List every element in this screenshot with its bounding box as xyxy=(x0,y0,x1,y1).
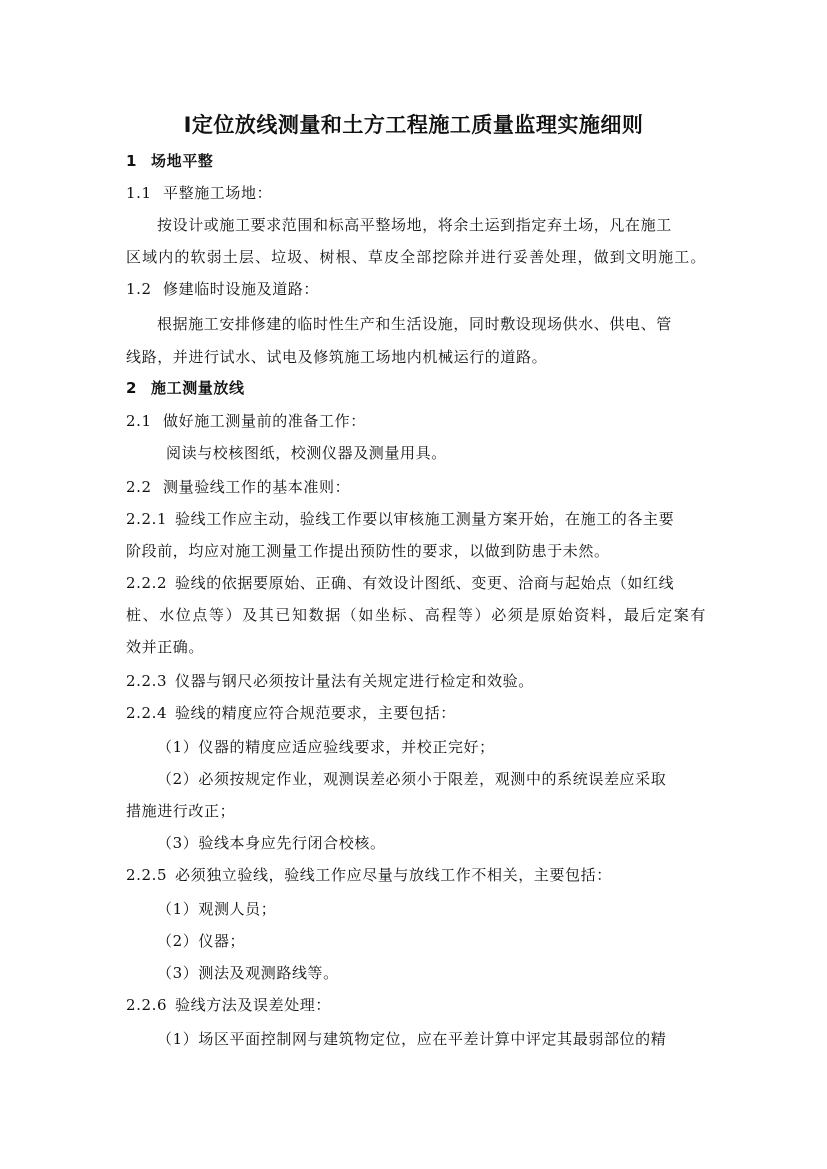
section-title: 施工测量放线 xyxy=(151,379,245,397)
section-2-heading xyxy=(126,377,706,399)
clause-number: 2.2.2 xyxy=(126,574,168,592)
clause-number: 2.2.4 xyxy=(126,704,168,722)
clause-text: 验线的精度应符合规范要求，主要包括： xyxy=(175,704,456,722)
section-1-heading xyxy=(126,150,706,172)
clause-text: 必须独立验线，验线工作应尽量与放线工作不相关，主要包括： xyxy=(175,866,612,884)
clause-2-2-2 xyxy=(126,572,706,594)
section-1-1-heading xyxy=(126,182,706,204)
clause-2-2-3 xyxy=(126,670,706,692)
paragraph-line: 区域内的软弱土层、垃圾、树根、草皮全部挖除并进行妥善处理，做到文明施工。 xyxy=(126,248,706,266)
section-number: 2.2 xyxy=(126,478,152,496)
paragraph-line: 阶段前，均应对施工测量工作提出预防性的要求，以做到防患于未然。 xyxy=(126,542,610,560)
section-2-1-heading xyxy=(126,410,706,432)
section-number: 1 xyxy=(126,152,138,170)
section-title: 平整施工场地： xyxy=(163,184,273,202)
clause-text: 仪器与钢尺必须按计量法有关规定进行检定和效验。 xyxy=(175,672,534,690)
paragraph-line: 效并正确。 xyxy=(126,638,205,656)
clause-number: 2.2.1 xyxy=(126,510,168,528)
paragraph-line: 桩、水位点等）及其已知数据（如坐标、高程等）必须是原始资料，最后定案有 xyxy=(126,606,706,624)
section-number: 2 xyxy=(126,379,138,397)
section-1-2-heading xyxy=(126,278,706,300)
document-title: Ⅰ定位放线测量和土方工程施工质量监理实施细则 xyxy=(183,113,644,137)
list-item: （2）仪器； xyxy=(157,932,246,950)
paragraph-line: 按设计或施工要求范围和标高平整场地，将余土运到指定弃土场，凡在施工 xyxy=(157,216,672,234)
list-item: （3）验线本身应先行闭合校核。 xyxy=(157,834,386,852)
clause-number: 2.2.5 xyxy=(126,866,168,884)
clause-text: 验线方法及误差处理： xyxy=(175,996,332,1014)
clause-2-2-4 xyxy=(126,702,706,724)
section-title: 做好施工测量前的准备工作： xyxy=(163,412,366,430)
list-item: （1）观测人员； xyxy=(157,900,277,918)
clause-text: 验线工作应主动，验线工作要以审核施工测量方案开始，在施工的各主要 xyxy=(175,510,675,528)
paragraph-line: 线路，并进行试水、试电及修筑施工场地内机械运行的道路。 xyxy=(126,348,548,366)
clause-2-2-6 xyxy=(126,994,706,1016)
clause-2-2-5 xyxy=(126,864,706,886)
clause-2-2-1 xyxy=(126,508,706,530)
list-item: （1）场区平面控制网与建筑物定位，应在平差计算中评定其最弱部位的精 xyxy=(157,1030,667,1048)
section-title: 测量验线工作的基本准则： xyxy=(163,478,351,496)
list-item: （3）测法及观测路线等。 xyxy=(157,964,339,982)
clause-number: 2.2.3 xyxy=(126,672,168,690)
section-2-2-heading xyxy=(126,476,706,498)
clause-text: 验线的依据要原始、正确、有效设计图纸、变更、洽商与起始点（如红线 xyxy=(175,574,675,592)
section-title: 场地平整 xyxy=(151,152,214,170)
clause-number: 2.2.6 xyxy=(126,996,168,1014)
section-number: 1.1 xyxy=(126,184,152,202)
list-item: （2）必须按规定作业，观测误差必须小于限差，观测中的系统误差应采取 xyxy=(157,770,667,788)
section-number: 1.2 xyxy=(126,280,152,298)
paragraph-line: 根据施工安排修建的临时性生产和生活设施，同时敷设现场供水、供电、管 xyxy=(157,315,672,333)
section-number: 2.1 xyxy=(126,412,152,430)
paragraph-line: 阅读与校核图纸，校测仪器及测量用具。 xyxy=(166,444,447,462)
list-item: （1）仪器的精度应适应验线要求，并校正完好； xyxy=(157,738,495,756)
paragraph-line: 措施进行改正； xyxy=(126,802,236,820)
section-title: 修建临时设施及道路： xyxy=(163,280,320,298)
